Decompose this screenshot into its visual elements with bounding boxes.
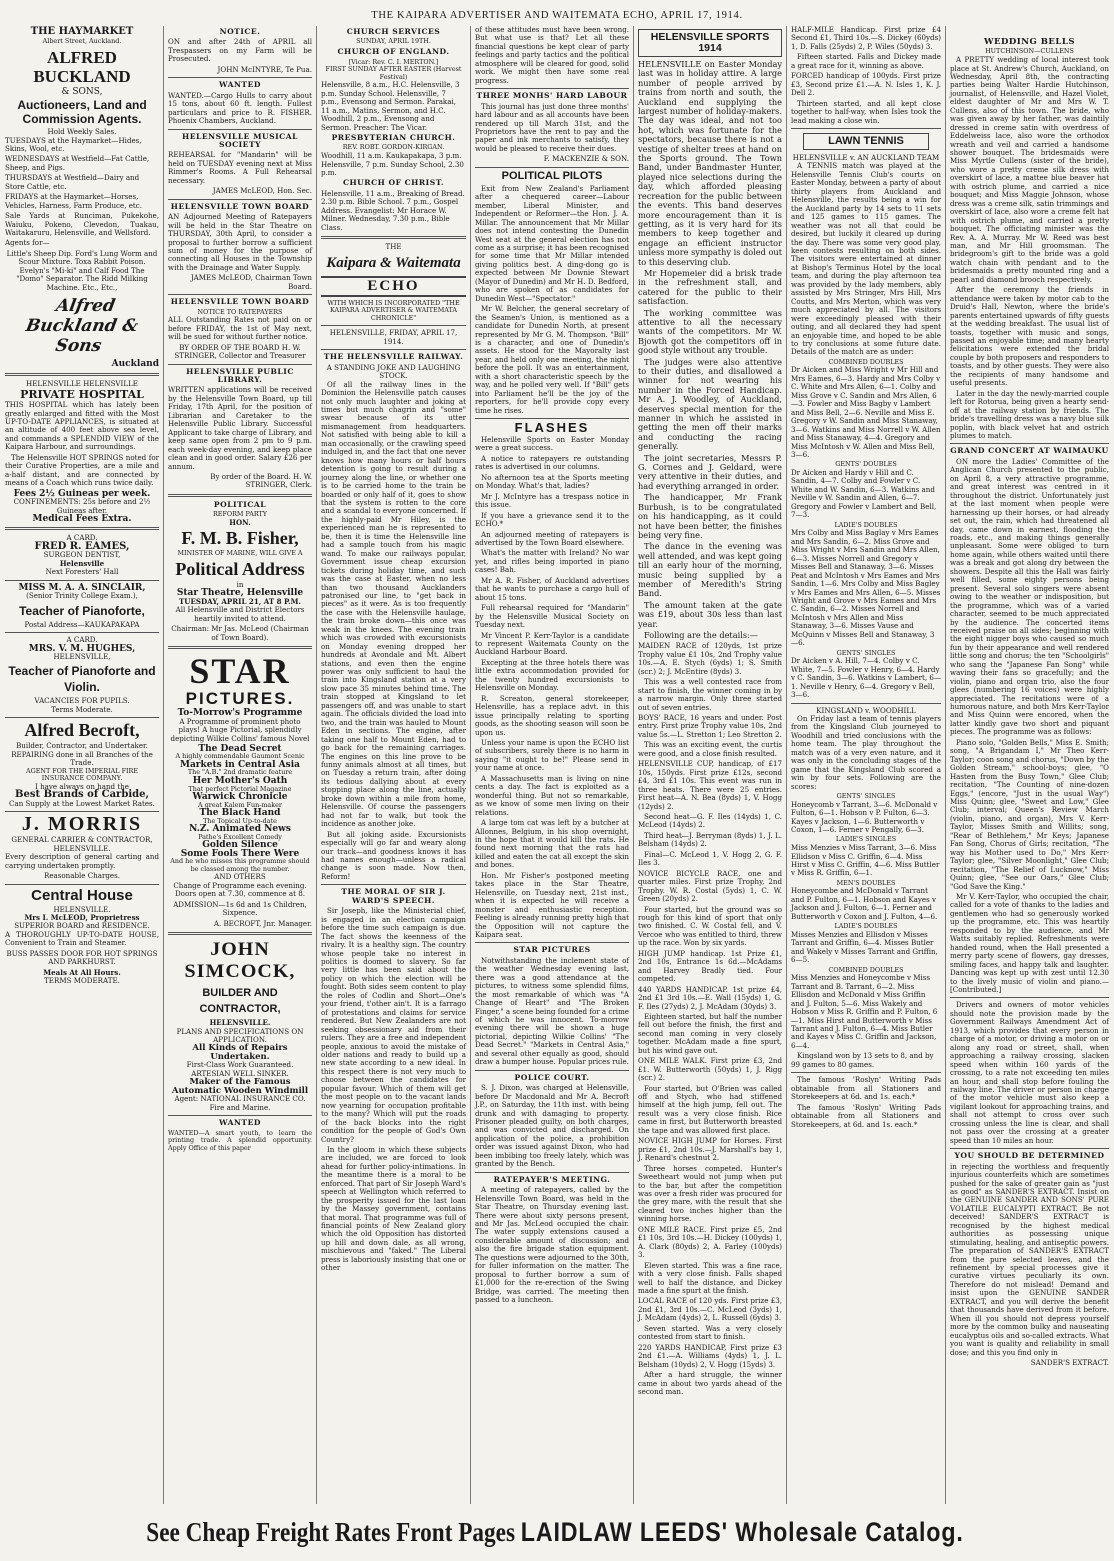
echo-title: Kaipara & Waitemata xyxy=(326,254,461,271)
political-address-in: in xyxy=(236,579,244,589)
divider xyxy=(950,997,1109,998)
flash-item: Mr Vincent P. Kerr-Taylor is a candidate to represent Waitemata County on the Auckland Harbour Board. xyxy=(475,630,629,657)
divider xyxy=(5,632,159,633)
divider xyxy=(5,580,159,581)
sanders-heading: YOU SHOULD BE DETERMINED xyxy=(954,1151,1105,1161)
lawn-tennis-heading: LAWN TENNIS xyxy=(803,133,929,150)
eames-town: Helensville xyxy=(59,558,105,568)
town-board-2-heading: HELENSVILLE TOWN BOARD xyxy=(170,297,310,307)
sports-result: Four started, but the ground was so rough for this kind of sport that only two finished. C. W. Costal fell, and V. Vercoe who was entitled to third, threw up the race. Won by six yards. xyxy=(638,904,782,948)
sanders-signature: SANDER'S EXTRACT. xyxy=(1030,1358,1109,1368)
programme-item: Her Mother's Oath xyxy=(192,776,288,787)
programme-note: The Topical Up-to-date xyxy=(203,816,277,825)
simcock-windmill: Maker of the Famous Automatic Wooden Windmill xyxy=(171,1077,309,1096)
flash-item: A notice to ratepayers re outstanding rates is advertised in our columns. xyxy=(475,453,629,472)
divider xyxy=(475,418,629,419)
programme-heading: To-Morrow's Programme xyxy=(177,708,303,719)
sports-result: ONE MILE RACE. First prize £5, 2nd £1 10s, 3rd 10s.—H. Dickey (100yds) 1, A. Clark (80yds) 2, A. Farley (100yds) 3. xyxy=(638,1224,782,1260)
pictures-heading: PICTURES. xyxy=(185,689,295,709)
divider xyxy=(791,703,941,704)
sports-body: The amount taken at the gate was £19, about 30s less than last year. xyxy=(638,599,782,629)
medical-fees: Medical Fees Extra. xyxy=(32,514,132,524)
sports-heading: HELENSVILLE SPORTS 1914 xyxy=(638,29,782,57)
musical-heading: HELENSVILLE MUSICAL SOCIETY xyxy=(182,131,298,149)
sale-line: THURSDAYS at Westfield—Dairy and Store Cattle, etc. xyxy=(5,173,140,191)
flash-item: What's the matter with Ireland? No war yet, and rifles being imported in piano cases! Bah. xyxy=(475,548,629,575)
town-board-2-body: ALL Outstanding Rates not paid on or before FRIDAY, the 1st of May next, will be sued for without further notice. xyxy=(168,315,312,342)
morris-charges: Reasonable Charges. xyxy=(44,871,120,881)
political-pilots-heading: POLITICAL PILOTS xyxy=(501,169,603,182)
central-house-town: HELENSVILLE. xyxy=(53,904,111,914)
town-board-2-signature: BY ORDER OF THE BOARD H. W. STRINGER, Collector and Treasurer xyxy=(174,342,306,361)
wedding-bells-body: A PRETTY wedding of local interest took place at St. Andrew's Church, Auckland, on Wednesday, April 8th, the contracting parties being Walter Hardie Hutchinson, journalist, of Helensville, and Hazel Violet, eldest daughter of Mr and Mrs W. T. Cullens, also of this town. The bride, who was given away by her father, was daintily dressed in creme satin with overdress of Eddelweiss lace, also wore the orthodox wreath and veil and carried a handsome shower bouquet. The bridesmaids were Miss Myrtle Cullens (sister of the bride), who wore a pretty creme silk dress with overskirt of lace, a mattee blue beaver hat with ostrich plume, and carried a nice bouquet; and Miss Maggie Johnson, whose dress was a creme silk, satin trimmings and overskirt of lace, also wore a creme felt hat with ostrich plume, and carried a pretty bouquet. The officiating minister was the Rev. A. A. Murray. Mr W. Reed was best man, and Mr Hill groomsman. The bridegroom's gift to the bride was a gold watch chain with pendant and to the bridesmaids a pretty mounted ring and a pearl and diamond brooch respectively. xyxy=(950,55,1109,284)
hospital-fees: Fees 2½ Guineas per week. xyxy=(13,488,151,499)
musical-body: REHEARSAL for "Mandarin" will be held on TUESDAY evening next at Miss Rimmer's Rooms. A Full Rehearsal necessary. xyxy=(168,150,312,185)
hughes-title: Teacher of Pianoforte and Violin. xyxy=(8,664,156,695)
wanted-2-body: WANTED—A smart youth, to learn the printing trade. A splendid opportunity. Apply Office of this paper xyxy=(168,1128,312,1152)
political-address-date: TUESDAY, APRIL 21, AT 8 P.M. xyxy=(179,596,301,606)
tennis-results: Misses Menzies and Ellisdon v Misses Tarrant and Griffin, 6—4. Misses Butler and Wakely v Misses Tarrant and Griffin, 6—5. xyxy=(791,929,938,965)
column-rule xyxy=(470,26,471,1504)
divider xyxy=(168,77,312,78)
wedding-bells-subheading: HUTCHINSON—CULLENS xyxy=(985,47,1074,56)
eames-address: Next Foresters' Hall xyxy=(45,567,119,577)
tennis-category-heading: GENTS' SINGLES xyxy=(836,792,896,801)
flash-item: Full rehearsal required for "Mandarin" by the Helensville Musical Society on Tuesday next. xyxy=(475,603,629,630)
divider xyxy=(475,88,629,89)
sports-result: ONE MILE WALK. First prize £3, 2nd £1. W. Butterworth (50yds) 1, J. Rigg (scr.) 2. xyxy=(638,1056,782,1083)
lawn-tennis-body: A TENNIS match was played at the Helensville Tennis Club's courts on Easter Monday, between a party of about thirty players from Auckland and Helensville, the results being a win for the Auckland party by 14 sets to 11 sets and 125 games to 115 games. The weather was not all that could be desired, but luckily it cleared up during the day. There was some very good play, keen contests resulting on both sides. The visitors were entertained at dinner at Bishop's Terminus Hotel by the local team, and during the play afternoon tea was provided by the lady members, ably assisted by Mrs Stringer, Mrs Hill, Mrs Coutts, and Mrs Merton, which was very much appreciated by all. The visitors were exceedingly pleased with their outing, and all declared they had spent an enjoyable time, and hoped to be able to try conclusions at some future date. Details of the match are as under: xyxy=(791,161,941,357)
tennis-category-heading: LADIE'S DOUBLES xyxy=(834,922,898,931)
tennis-results: Dr Aicken v A. Hill, 7—4. Colby v C. White, 7—5. Fowler v Henry, 6—4. Hardy v C. Sandin, 3—6. Watkins v Lambert, 6—1. Neville v Henry, 6—4. Gregory v Bell, 3—6. xyxy=(791,656,941,700)
central-house-board: SUPERIOR BOARD and RESIDENCE. xyxy=(14,921,150,931)
hon-label: HON. xyxy=(229,517,251,527)
programme-item: Some Fools There Were xyxy=(180,848,300,859)
programme-intro: A Programme of prominent photo plays! A huge Pictorial, splendidly depicting Wilkie Collins' famous Novel xyxy=(170,716,310,743)
library-signature: By order of the Board. H. W. STRINGER, Clerk. xyxy=(210,471,312,490)
presbyterian-services: Woodhill, 11 a.m. Kaukapakapa, 3 p.m. Helensville, 7 p.m. Sunday School, 2.30 p.m. xyxy=(321,151,464,177)
becroft-repairing: REPAIRING done in all Branches of the Trade. xyxy=(11,749,153,768)
sports-result: NOVICE BICYCLE RACE, one and quarter miles. First prize Trophy, 2nd Trophy. W. R. Costal (5yds) 1, C. W. Green (20yds) 2. xyxy=(638,868,782,904)
flash-item: A Massachusetts man is living on nine cents a day. The fact is exploited as a wonderful thing. But not so remarkable, as we know of some men living on their relations. xyxy=(475,773,629,817)
simcock-trade: BUILDER AND CONTRACTOR, xyxy=(199,987,281,1016)
tennis-results: Mrs Colby and Miss Baglay v Mrs Eames and Mrs Sandin, 6—2. Miss Grove and Miss Wright v Mrs Sandin and Mrs Allen, 6—3. Misses Norrell and Gregory v Misses Bell and Stanaway, 3—6. Misses Peat and McIntosh v Mrs Eames and Mrs Sandin, 1—6. Mrs Colby and Miss Bagley v Mrs Eames and Mrs Allen, 6—5. Misses Wright and Grove v Mrs Eames and Mrs C. Sandin, 6—2. Misses Norrell and McIntosh v Mrs Allen and Miss Stanaway, 3—6. Misses Vause and McQuinn v Misses Bell and Stanaway, 3—6. xyxy=(791,528,941,648)
town-board-signature: JAMES McLEOD, Chairman Town Board. xyxy=(190,273,312,291)
presbyterian-heading: PRESBYTERIAN CHURCH. xyxy=(331,133,456,142)
flash-item: Hon. Mr Fisher's postponed meeting takes place in the Star Theatre, Helensville, on Tuesday next, 21st inst., when it is expected he will receive a monster and enthusiastic reception. Feeling is already running pretty high that the Opposition will not capture the Kaipara seat. xyxy=(475,870,629,939)
sanders-body: in rejecting the worthless and frequently injurious counterfeits which are sometimes pushed for the sake of greater gain as "just as good" as SANDER'S EXTRACT. Insist on the GENUINE SANDER AND SONS' PURE VOLATILE EUCALYPTI EXTRACT. Be not deceived! SANDER'S EXTRACT is recognised by the highest medical authorities as possessing unique stimulating, healing, and antiseptic powers. The preparation of SANDER'S EXTRACT from the pure selected leaves, and the refinement by special processes give it curative virtues peculiarly its own. Therefore do not mislead! Demand and insist upon the GENUINE SANDER EXTRACT, and you will derive the benefit that thousands have derived from it before. When ill you should not depress yourself more by the common bulky and nauseating eucalyptus oils and so-called extracts. What you want is quality and reliability in small dose; and this you find only in xyxy=(950,1161,1109,1357)
sale-line: FRIDAYS at the Haymarket—Horses, Vehicles, Harness, Farm Produce, etc. xyxy=(5,192,143,210)
morris-name: J. MORRIS xyxy=(21,813,143,836)
sports-result: After a hard struggle, the winner came in about two yards ahead of the second man. xyxy=(638,1370,782,1396)
divider xyxy=(168,932,312,935)
divider xyxy=(5,527,159,530)
divider xyxy=(168,294,312,295)
roslyn-advert: The famous 'Roslyn' Writing Pads obtainable from all Stationers and Storekeepers, at 6d. and 1s. each.* xyxy=(791,1102,941,1129)
card-label: A CARD. xyxy=(66,533,98,543)
divider xyxy=(950,443,1109,444)
sports-result: 220 YARDS HANDICAP, First prize £3 2nd £1.—A. Williams (4yds) 1, J. L. Belsham (10yds) 2, V. Hogg (15yds) 3. xyxy=(638,1342,782,1369)
ratepayers-meeting-body: A meeting of ratepayers, called by the Helensville Town Board, was held in the Star Theatre, on Thursday evening last. There were about sixty persons present, and Mr Jas. McLeod occupied the chair. The water supply extensions caused a considerable amount of discussion; and also the fire brigade station equipment. The questions were adjourned to the 30th, for fuller information on the matter. The proposal to further borrow a sum of £1,000 for the re-erection of the Swing Bridge, was carried. The meeting then passed to a luncheon. xyxy=(475,1185,629,1305)
sports-result: Four started, but O'Brien was called off and Stych, who had stiffened himself at the high jump, fell out. The result was a very close finish. Rice came in first, but Butterworth breasted the tape and was allowed first place. xyxy=(638,1083,782,1135)
divider xyxy=(950,1148,1109,1149)
buckland-logo: Alfred Buckland & Sons xyxy=(24,296,140,357)
hospital-heading: PRIVATE HOSPITAL xyxy=(20,388,144,402)
column-rule xyxy=(316,26,317,1504)
column-rule xyxy=(633,26,634,1504)
haymarket-address: Albert Street, Auckland. xyxy=(42,37,122,45)
simcock-agent: Agent: NATIONAL INSURANCE CO. Fire and Marine. xyxy=(174,1094,306,1112)
divider xyxy=(168,199,312,200)
divider xyxy=(168,494,312,497)
star-pictures-heading: STAR PICTURES xyxy=(513,945,591,955)
sports-body: HELENSVILLE on Easter Monday last was in holiday attire. A large number of people arrived by trains from north and south, the Auckland end supplying the largest number of holiday-makers. The day was ideal, and not too hot, which was fortunate for the spectators, because there is not a vestige of shelter trees at hand on the Sports ground. The Town Band, under Bandmaster Hunter, played nice selections during the day, which afforded pleasing recreation for the public between the events. This band deserves more encouragement than it is getting, as it is very hard for its members to keep together and engage an efficient instructor unless more sympathy is doled out to this deserving club. xyxy=(638,59,782,267)
political-pilots-body: Mr W. Belcher, the general secretary of the Seamen's Union, is mentioned as a candidate for Dunedin North, at present represented by Mr G. M. Thompson. "Bill" is a character, and one of Dunedin's assets. He stood for the Mayoralty last year, and held only one meeting, the night before the poll. It was an entertainment, with a short characteristic speech by the way, and he polled very well. If "Bill" gets into Parliament he'll be the joy of the reporters, for he'll provide copy every time he rises. xyxy=(475,304,629,415)
divider xyxy=(321,884,466,885)
divider xyxy=(321,349,466,350)
sports-result: Thirteen started, and all kept close together to half-way, when Isles took the lead making a close win. xyxy=(791,98,941,125)
eames-title: SURGEON DENTIST, xyxy=(43,550,121,560)
echo-the: THE xyxy=(385,243,402,252)
wanted-body: WANTED.—Cargo Hulls to carry about 15 tons, about 60 ft. length. Fullest particulars and price to R. FISHER. Phoenix Chambers, Auckland. xyxy=(168,90,312,126)
library-body: WRITTEN applications will be received by the Helensville Town Board, up till Friday, 17th April, for the position of Librarian and Caretaker to the Helensville Public Library. Successful Applicant to take charge of Library, and keep same open from 2 pm to 9 p.m. each week-day evening, and keep place clean and in good order. Salary £26 per annum. xyxy=(168,385,312,471)
notice-signature: JOHN McINTYRE, Te Pua. xyxy=(217,64,312,74)
fisher-title: MINISTER OF MARINE, WILL GIVE A xyxy=(177,549,303,558)
church-services-date: SUNDAY, APRIL 19TH. xyxy=(356,37,431,46)
divider xyxy=(168,364,312,365)
tennis-category-heading: GENTS' DOUBLES xyxy=(835,460,897,469)
programme-note: Pathe's Excellent Comedy xyxy=(198,832,282,841)
flash-item: Unless your name is upon the ECHO list of subscribers, surely there is no harm in saying "it ought to be!" Please send in your name at once. xyxy=(475,737,629,773)
railway-heading: THE HELENSVILLE RAILWAY. xyxy=(323,352,464,362)
becroft-line: I have always on hand the xyxy=(35,781,129,791)
kingsland-woodhill-heading: KINGSLAND v. WOODHILL xyxy=(816,705,916,715)
footer-catalog-text: LAIDLAW LEEDS' Wholesale Catalog. xyxy=(520,1517,964,1547)
ratepayers-meeting-heading: RATEPAYER'S MEETING. xyxy=(493,1174,611,1184)
becroft-trade: Builder, Contractor, and Undertaker. xyxy=(16,741,148,751)
programme-note: And he who misses this programme should be classed among the number. xyxy=(170,857,310,873)
political-address-invite: All Helensville and District Electors heartily invited to attend. xyxy=(175,605,305,623)
column-1 xyxy=(2,26,162,1504)
page-masthead: THE KAIPARA ADVERTISER AND WAITEMATA ECHO, APRIL 17, 1914. xyxy=(371,10,743,21)
flash-item: Mr A. R. Fisher, of Auckland advertises that he wants to purchase a cargo hull of about 15 tons. xyxy=(475,575,629,602)
sports-details-label: Following are the details:— xyxy=(644,629,758,640)
church-of-christ-services: Helensville, 11 a.m., Breaking of Bread. 2.30 p.m. Bible School. 7 p.m., Gospel Address. Evangelist: Mr Horace W. Milner. Wednesday, 7.30 p.m., Bible Class. xyxy=(321,188,465,232)
political-address-venue: Star Theatre, Helensville xyxy=(176,588,304,599)
political-address-chairman: Chairman: Mr Jas. McLeod (Chairman of Town Board). xyxy=(171,624,309,642)
tennis-category-heading: LADIE'S SINGLES xyxy=(835,835,897,844)
kingsland-result: Kingsland won by 13 sets to 8, and by 99 games to 80 games. xyxy=(791,1051,934,1069)
central-house-proprietress: Mrs I. McLEOD, Proprietress xyxy=(24,912,140,922)
programme-item: Markets in Central Asia xyxy=(180,760,300,771)
divider xyxy=(168,129,312,130)
morris-trade: GENERAL CARRIER & CONTRACTOR, HELENSVILLE. xyxy=(11,835,153,853)
programme-item: Golden Silence xyxy=(202,840,278,851)
divider xyxy=(791,128,941,129)
eames-name: FRED R. EAMES, xyxy=(34,540,130,552)
tennis-category-heading: LADIE'S DOUBLES xyxy=(834,520,898,529)
sale-line: WEDNESDAYS at Westfield—Fat Cattle, Sheep, and Pigs. xyxy=(5,154,150,172)
tennis-category-heading: MEN'S DOUBLES xyxy=(836,878,896,887)
wedding-bells-body: After the ceremony the friends in attendance were taken by motor cab to the Druid's Hall, Newton, where the bride's parents entertained upwards of fifty guests at the wedding breakfast. The usual list of toasts, together with music and songs, passed an enjoyable time; and many hearty felicitations were extended the bridal couple by both proposers and responders to toasts, and by other guests. They were also the recipients of many handsome and useful presents. xyxy=(950,285,1109,388)
haymarket-heading: THE HAYMARKET xyxy=(30,26,134,37)
tennis-results: Miss Menzies and Honeycombe v Miss Tarrant and B. Tarrant, 6—2. Miss Ellisdon and McDonald v Miss Griffin and J. Fulton, 5—6. Miss Wakely and Hobson v Miss R. Griffin and P. Fulton, 6—1. Miss Hirst and Butterworth v Miss Tarrant and J. Fulton, 6—4. Miss Butler and Kayes v Miss C. Griffin and Jackson, 6—4. xyxy=(791,973,938,1050)
divider xyxy=(5,373,159,376)
sale-line: TUESDAYS at the Haymarket—Hides, Skins, Wool, etc. xyxy=(5,135,142,153)
sports-result: Final—C. McLeod 1, V. Hogg 2, G. F. Iles 3. xyxy=(638,849,782,868)
divider xyxy=(321,236,466,239)
wanted-heading: WANTED xyxy=(219,80,261,90)
flash-item: R. Screaton, general storekeeper, Helensville, has a replace advt. in this issue principally relating to sporting goods, as the shooting season will soon be upon us. xyxy=(475,693,629,737)
hospital-body: The Helensville HOT SPRINGS noted for their Curative Properties, are a mile and a-half distant, and are connected by means of a Coach which runs twice daily. xyxy=(5,452,159,488)
firm-name: ALFRED BUCKLAND xyxy=(33,47,131,86)
sinclair-exam: (Senior Trinity College Exam.), xyxy=(26,591,138,601)
concert-body: Mr V. Kerr-Taylor, who occupied the chair, called for a vote of thanks to the ladies and gentlemen who had so generously worked up the programme, etc. This was heartily responded to by the audience, and Mr Watts suitably replied. Refreshments were handed round, when the Hall presented a merry party scene of flowers, gay dresses, smiling faces, and happy talk and laughter. Dancing was kept up with zest until 12.30 to the lively music of violin and piano.—[Contributed.] xyxy=(950,892,1109,994)
sports-result: 440 YARDS HANDICAP. 1st prize £4, 2nd £1 3rd 10s.—E. Wall (15yds) 1, G. F. Iles (27yds) 2, J. McAdam (30yds) 3. xyxy=(638,984,782,1011)
tennis-results: Dr Aicken and Miss Wright v Mr Hill and Mrs Eames, 6—3. Hardy and Mrs Colby v C. White and Mrs Allen, 6—1. Colby and Miss Grove v C. Sandin and Mrs Allen, 6—3. Fowler and Miss Bagby v Lambert and Miss Bell, 2—6. Neville and Miss E. Gregory v W. Sandin and Miss Stanaway, 3—6. Watkins and Miss Norrell v W. Allen and Miss Stanaway, 4—4. Gregory and Miss McIntosh v W. Allen and Miss Bell, 3—6. xyxy=(791,365,941,459)
wedding-bells-heading: WEDDING BELLS xyxy=(984,37,1075,47)
sports-result: HALF-MILE Handicap. First prize £4 Second £1, Third 10s.—S. Dickey (60yds) 1, D. Falls (25yds) 2, P. Wiles (50yds) 3. xyxy=(791,26,941,51)
column-3 xyxy=(318,26,469,1504)
hospital-confinements: CONFINEMENTS: 25s before and 2½ Guineas after. xyxy=(13,497,151,515)
central-house-name: Central House xyxy=(31,886,133,904)
sports-body: Mr Hopemeier did a brisk trade in the refreshment stall, and catered for the public to their satisfaction. xyxy=(638,267,782,307)
sports-body: The working committee was attentive to all the necessary wants of the competitors. Mr W. Bjowth got the competitors off in good style without any trouble. xyxy=(638,307,782,356)
tennis-results: Dr Aicken and Hardy v Hill and C. Sandin, 4—7. Colby and Fowler v C. White and W. Sandin, 6—3. Watkins and Neville v W. Sandin and Allen, 6—7. Gregory and Fowler v Lambert and Bell, 7—3. xyxy=(791,468,937,520)
programme-doors: Change of Programme each evening. Doors open at 7.30, commence at 8. xyxy=(173,880,307,899)
programme-others: AND OTHERS xyxy=(214,872,266,882)
sale-yards: Sale Yards at Runciman, Pukekohe, Waiuku, Pokeno, Clevedon, Tuakau, Waitakaruru, Helensville, and Wellsford. xyxy=(5,211,159,238)
programme-admission: ADMISSION—1s 6d and 1s Children, Sixpence. xyxy=(173,899,307,918)
divider xyxy=(791,1072,941,1073)
church-vicar: [Vicar: Rev. C. I. MERTON.] xyxy=(348,57,439,66)
firm-trade: Auctioneers, Land and Commission Agents. xyxy=(17,98,147,127)
railway-body: But all joking aside. Excursionists especially will go far and weary along our track—and goodness knows it has had names enough—unless a radical change is soon made. Now then, Reform! xyxy=(321,829,466,881)
central-house-body: A THOROUGHLY UP-TO-DATE HOUSE, Convenient to Train and Steamer. xyxy=(5,929,159,948)
footer-banner xyxy=(121,1513,990,1551)
church-of-england-heading: CHURCH OF ENGLAND. xyxy=(337,47,450,57)
sports-result: HELENSVILLE CUP, handicap, of £17 10s, 150yds. First prize £12s, second £4, 3rd £1 10s. This event was run in three heats. There were 25 entries. First heat—A. N. Bea (8yds) 1, V. Hogg (12yds) 2. xyxy=(638,759,782,811)
sports-result: Eleven started. This was a fine race, with a very close finish. Falls shaped well to half the distance, and Dickey made a fine spurt at the finish. xyxy=(638,1260,782,1295)
tennis-results: Honeycombe and McDonald v Tarrant and P. Fulton, 6—1. Hobson and Kayes v Jackson and J. Fulton, 6—1. Ferner and Butterworth v Coxon and J. Fulton, 4—6. xyxy=(791,886,938,921)
sports-body: The joint secretaries, Messrs P. G. Cornes and J. Geldard, were very attentive in their duties, and had everything arranged in order. xyxy=(638,452,782,491)
programme-item: Warwick Chronicle xyxy=(192,792,288,803)
sports-body: The judges were also attentive to their duties, and disallowed a winner for not wearing his number in the Forced Handicap. Mr A. J. Woodley, of Auckland, deserves special mention for the manner in which he assisted in getting the men off their marks and conducting the racing generally. xyxy=(638,356,782,452)
column-rule xyxy=(786,26,787,1504)
column-4 xyxy=(472,26,632,1504)
kingsland-woodhill-body: On Friday last a team of tennis players from the Kingsland Club journeyed to Woodhill and tried conclusions with the home team. The play throughout the match was of a very even nature, and it was only in the concluding stages of the game that the Kingsland Club scored a win by four sets. Following are the scores: xyxy=(791,714,941,791)
flash-item: If you have a grievance send it to the ECHO.* xyxy=(475,510,629,529)
column-6 xyxy=(788,26,944,1504)
hughes-town: HELENSVILLE, xyxy=(53,651,111,661)
flash-item: No afternoon tea at the Sports meeting on Monday. What's that, ladies? xyxy=(475,472,629,491)
programme-note: A great Kalem Fun-maker xyxy=(198,800,282,809)
moral-heading: THE MORAL OF SIR J. WARD'S SPEECH. xyxy=(341,887,446,905)
divider xyxy=(168,1115,312,1116)
becroft-name: Alfred Becroft, xyxy=(24,720,140,741)
firm-name-suffix: & SONS, xyxy=(61,86,103,97)
town-board-2-subheading: NOTICE TO RATEPAYERS xyxy=(197,307,283,316)
political-address-title: Political Address xyxy=(175,558,305,579)
motor-drivers-notice: Drivers and owners of motor vehicles should note the provision made by the Government Railways Amendment Act of 1913, which provides that every person in charge of a motor, or driving a motor on or along any road or street, shall, when approaching a railway crossing, slacken speed when within 160 yards of the crossing, to a rate not exceeding ten miles an hour, and shall stop before fouling the railway line. The driver or person in charge of the motor vehicle must also keep a vigilant lookout for approaching trains, and shall not attempt to cross over such crossing unless the line is clear, and shall not pass over the crossing at a greater speed than 10 miles an hour. xyxy=(950,1000,1109,1145)
moral-body: In the gloom in which these subjects are included, we are forced to look ahead for further policy-intimations. In the meantime there is a moral to be enforced. That part of Sir Joseph Ward's speech at Wellington which referred to the prosperity issued for the last loan by the Massey government, contains that moral. That programme was full of financial points of New Zealand glory which the old Opposition has distorted up hill and down dale, as all wrong, mischievous and "faked." The Liberal press is laboriously insisting that one or other xyxy=(321,1144,466,1273)
central-house-meals: Meals At All Hours. xyxy=(43,967,121,977)
concert-body: ON more the Ladies' Committee of the Anglican Church presented to the public, on April 8, a very attractive programme, and great interest was centred in it throughout the district. Unfortunately just at the last moment when people were harnessing up their horses, or had already set out, the rain, which had threatened all day, came down in earnest, flooding the roads, etc., and making things generally unpleasant. Some were obliged to turn home again, while others waited until there was a break and got along dry between the showers. Despite all this the Hall was fairly well filled, some eighty persons being present. Several solo singers were absent owing to the weather or indisposition, but the programme, which was of a varied character, seemed to be much appreciated by the audience. The concerted items received praise on all sides; beginning with the eight nigger boys who caused so much fun by their appearance and well rendered little song and chorus; the ten "Schoolgirls" who sang the "Japanese Fan Song" while waving their fans so gracefully; and the violin, piano and organ trio, also the four glees (numbering 16 voices) were highly appreciated. The recitations were of a humorous nature, and both Mrs Kerr-Taylor and Miss Quinn were encored, when the latter kindly gave two short and piquant pieces. The programme was as follows: xyxy=(950,456,1109,737)
flash-item: A large tom cat was left by a butcher at Allonnes, Belgium, in his shop overnight, in the hope that it would kill the rats. He found next morning that the rats had killed and eaten the cat all except the skin and bones. xyxy=(475,818,629,870)
sports-result: Three horses competed. Hunter's Sweetheart would not jump when put to the bar, but after the competition was over a fresh rider was procured for the grey mare, with the result that she cleared two inches higher than the winning horse. xyxy=(638,1163,782,1224)
column-5 xyxy=(635,26,785,1504)
sports-result: Second heat—G. F. Iles (14yds) 1, C. McLeod (14yds) 2. xyxy=(638,811,782,830)
star-heading: STAR xyxy=(189,651,291,692)
footer-freight-text: See Cheap Freight Rates Front Pages xyxy=(146,1517,515,1547)
divider xyxy=(475,1172,629,1173)
programme-note: A highly commendable Gaumont Scenic xyxy=(175,752,305,761)
sports-result: This was a well contested race from start to finish, the winner coming in by a narrow margin. Only three started out of seven entries. xyxy=(638,677,782,712)
simcock-town: HELENSVILLE. xyxy=(209,1018,271,1028)
sports-result: Fifteen started. Falls and Dickey made a great race for it, winning as above. xyxy=(791,52,941,70)
police-court-body: S. J. Dixon, was charged at Helensville, before Dr Macdonald and Mr A. Becroft J.P., on Saturday, the 11th inst. with being drunk and with damaging to property. Prisoner pleaded guilty, on both charges, and was convicted and discharged. On application of the police, a prohibition order was issued against Dixon, who had been imbibing too freely lately, which was granted by the Bench. xyxy=(475,1083,629,1169)
article-continuation: of these attitudes must have been wrong. But what use is that? Let all these financial questions be kept clear of party feelings and party tactics and the political atmosphere will be cleared for good, solid work. We might then have some real progress. xyxy=(475,26,629,85)
church-of-christ-heading: CHURCH OF CHRIST. xyxy=(342,178,445,188)
card-label: A CARD. xyxy=(66,635,98,645)
sports-result: This was an exciting event, the curtis were good, and a close finish resulted. xyxy=(638,740,782,758)
simcock-plans: PLANS AND SPECIFICATIONS ON APPLICATION. xyxy=(176,1026,304,1044)
political-pilots-body: Exit from New Zealand's Parliament after a chequered career—Labour member, Liberal Minister, and Independent or Reformer—the Hon. J. A. Millar. The announcement that Mr Millar does not intend contesting the Dunedin West seat at the general election has not come as a surprise; it has been recognised for some time that Mr Millar intended giving politics best. A ding-dong go is expected between Mr Downie Stewart (Mayor of Dunedin) and Mr H. D. Bedford, who are spoken of as candidates for Dunedin West—"Spectator." xyxy=(475,183,629,303)
roslyn-advert: The famous 'Roslyn' Writing Pads obtainable from all Stationers and Storekeepers at 6d. and 1s. each.* xyxy=(791,1075,941,1102)
hughes-name: MRS. V. M. HUGHES, xyxy=(28,643,136,654)
sports-body: The handicapper, Mr Frank Burbush, is to be congratulated on his handicapping, as it could not have been better, the finishes being very fine. xyxy=(638,492,782,540)
column-2 xyxy=(165,26,315,1504)
column-7 xyxy=(947,26,1112,1504)
sports-result: HIGH JUMP handicap. 1st Prize £1, 2nd 10s, Entrance 1s 6d.—McAdams and Harvey Bradly tied. Four competed. xyxy=(638,948,782,984)
column-rule xyxy=(163,26,164,1504)
becroft-agency: AGENT FOR THE IMPERIAL FIRE INSURANCE COMPANY. xyxy=(25,766,138,783)
tennis-category-heading: COMBINED DOUBLES xyxy=(828,965,904,974)
concert-heading: GRAND CONCERT AT WAIMAUKU xyxy=(950,446,1109,456)
church-sunday-note: FIRST SUNDAY AFTER EASTER (Harvest Festival) xyxy=(325,65,462,81)
becroft-carbide: Best Brands of Carbide, xyxy=(15,789,149,801)
programme-item: The Black Hand xyxy=(199,808,281,819)
weekly-sales: Hold Weekly Sales. xyxy=(47,127,117,137)
sports-result: Third heat—J. Berryman (8yds) 1, J. L. Belsham (14yds) 2. xyxy=(638,830,782,849)
tennis-category-heading: GENTS' SINGLES xyxy=(836,648,896,657)
hard-labour-body: This journal has just done three months' hard labour and as all accounts have been rendered up till March 31st, and the Proprietors have the rent to pay and the paper and ink merchants to satisfy, they would be pleased to receive their dues. xyxy=(475,101,629,153)
simcock-repairs: All Kinds of Repairs Undertaken. xyxy=(192,1043,288,1062)
becroft-line: Can Supply at the Lowest Market Rates. xyxy=(9,798,155,808)
railway-body: Of all the railway lines in the Dominion the Helensville patch causes not only much laughter and joking at times but much chagrin and "some" swear because of its utter mismanagement from headquarters. Not satisfied with being able to kill a man occasionally, or the crawling speed indulged in, and the fact that one never knows how many hours or half hours detention is going to result during a journey along the line, or whether one is to be carried home to the train be boarded or only half of it, goes to show that the system is rotten to the core and a scandal to everyone concerned. If the highly-paid Mr Hiley, is the experienced man he is represented to be, then it is time the Helensville line had a sample touch from his magic wand. To make our railways popular, Government issue cheap excursion tickets during holiday time, and such was the case at Easter, when no less than two thousand Aucklanders patronised our line, to "get back in pieces" as it were. As is too frequently the case with the Helensville haulage, the train broke down—this once was weak in the knees. The evening train which was crowded with excursionists on Monday evening dropped her hundreds at Avondale and Mt. Albert stations, and even then the engine power was only sufficient to haul the train into Kingsland station at a very slow pace 35 minutes behind time. The train stopped at Kingsland to let passengers off, and was unable to start again. The officials divided the load into two, and the train was hauled to Mount Eden in sections. The engine, after taking one half to Mount Eden, had to go back for the remaining carriages. The engines on this line prove to be funny animals almost at all times, but on Tuesday a return train, after doing its tedious dallying about at every stopping place along the line, actually broke down within a mile from home, Helensville. Of course the passengers had not far to walk, but took the incidence as another joke. xyxy=(321,379,466,829)
flash-item: Excepting at the three hotels there was little extra accommodation provided for the twenty hundred excursionists to Helensville on Monday. xyxy=(475,657,629,693)
musical-signature: JAMES McLEOD, Hon. Sec. xyxy=(212,186,312,196)
logo-subtitle: Auckland xyxy=(111,359,159,370)
star-pictures-body: Notwithstanding the inclement state of the weather Wednesday evening last, there was a good attendance at the pictures, to witness some splendid films, the most remarkable of which was "A Change of Heart" and "The Broken Finger," a scene being founded for a crime of which he was innocent. To-morrow evening there will be shown a huge pictorial, depicting Wilkie Collins' "The Dead Secret." "Markets in Central Asia," and several other equally as good, should draw a bumper house. Popular prices rule. xyxy=(475,955,629,1067)
concert-body: Piano solo, "Golden Bells," Miss E. Smith; song, "A Brigandam I," Mr Theo Kerr-Taylor; coon song and chorus, "Down by the Golden Stream," school-boys; glee, "O Hasten from the Busy Town," Glee Club; recitation, "The Counting of nine-dozen Eggs," (encore, "Just in the usual Way") Miss Quinn; glee, "Sweet and Low," Glee Club; interval; Queen's Review March (violin, piano, and organ), Mrs V. Kerr-Taylor, Misses Smith and Willits; song, "Rear of Bethlehem," Mr Keys; Japanese Fan Song, Chorus of Girls; recitation, "The way his Mother used to Do," Mrs Kerr-Taylor; glee, "Silver Moonlight," Glee Club; recitation, "The Relief of Lucknow," Miss Quinn; glee, "See our Oars," Glee Club; "God Save the King." xyxy=(950,737,1109,891)
flash-item: Mr J. McIntyre has a trespass notice in this issue. xyxy=(475,491,629,510)
programme-manager: A. BECROFT, Jnr. Manager. xyxy=(213,918,312,928)
hughes-terms: Terms Moderate. xyxy=(51,704,113,714)
sinclair-address: Postal Address—KAUKAPAKAPA xyxy=(24,619,140,629)
railway-subheading: A STANDING JOKE AND LAUGHING STOCK. xyxy=(326,362,461,381)
divider xyxy=(475,1070,629,1071)
hughes-vacancies: VACANCIES FOR PUPILS. xyxy=(34,696,130,706)
sinclair-title: Teacher of Pianoforte, xyxy=(19,603,145,618)
agent-list: Little's Sheep Dip. Ford's Lung Worm and Scour Mixture. Toxa Rabbit Poison. Evelyn's "Mi-ki" and Calf Food The "Domo" Separator. The Ridd Milking Machine. Etc., Etc., xyxy=(6,248,158,292)
hard-labour-signature: F. MACKENZIE & SON. xyxy=(543,154,629,164)
dateline: HELENSVILLE, FRIDAY, APRIL 17, 1914. xyxy=(329,328,458,346)
town-board-body: AN Adjourned Meeting of Ratepayers will be held in the Star Theatre on THURSDAY, 30th April, to consider a proposal to further borrow a sufficient sum of money for the purpose of connecting all Houses in the Township with the Drainage and Water Supply. xyxy=(168,212,312,272)
lawn-tennis-subheading: HELENSVILLE v. AN AUCKLAND TEAM xyxy=(792,152,940,162)
divider xyxy=(321,325,466,326)
programme-note: The "A.B." 2nd dramatic feature xyxy=(187,768,293,777)
notice-heading: NOTICE. xyxy=(219,27,261,36)
sports-result: Eighteen started, but half the number fell out before the finish, the first and second man coming in very closely together. McAdam made a fine spurt, but his wind gave out. xyxy=(638,1011,782,1055)
simcock-name: JOHN SIMCOCK, xyxy=(184,939,296,983)
divider xyxy=(475,167,629,168)
flashes-heading: FLASHES xyxy=(514,420,590,436)
wanted-2-heading: WANTED xyxy=(219,1118,261,1128)
tennis-category-heading: COMBINED DOUBLES xyxy=(828,357,904,366)
tennis-results: Honeycomb v Tarrant, 3—6. McDonald v Fulton, 6—1. Hobson v P. Fulton, 6—3. Kayes v Jackson, 1—6. Butterworth v Coxon, 1—6. Ferner v Pengally, 6—3. xyxy=(791,799,938,835)
sinclair-name: MISS M. A. A. SINCLAIR, xyxy=(18,582,146,593)
divider xyxy=(168,646,312,649)
police-court-heading: POLICE COURT. xyxy=(514,1072,590,1082)
sports-result: Seven started. Was a very closely contested from start to finish. xyxy=(638,1323,782,1342)
divider xyxy=(5,717,159,718)
programme-item: N.Z. Animated News xyxy=(189,824,291,835)
sports-result: NOVICE HIGH JUMP for Horses. First prize £1, 2nd 10s.—J. Marshall's bay 1, J. Renard's chestnut 2. xyxy=(638,1136,782,1163)
sports-result: LOCAL RACE of 120 yds. First prize £3, 2nd £1, 3rd 10s.—C. McLeod (3yds) 1, J. McAdam (4yds) 2, L. Russell (6yds) 3. xyxy=(638,1296,783,1323)
echo-nameplate: ECHO xyxy=(321,276,466,297)
central-house-bus: BUSS PASSES DOOR FOR HOT SPRINGS AND PARKHURST. xyxy=(6,948,158,967)
flash-item: Helensville Sports on Easter Monday were a great success. xyxy=(475,435,629,453)
wedding-bells-body: Later in the day the newly-married couple left for Rotorua, being given a hearty send-off at the railway station by friends. The bride's travelling dress was a navy blue silk poplin, with black velvet hat and ostrich plumes to match. xyxy=(950,388,1109,440)
sports-body: The dance in the evening was well attended, and was kept going till an early hour of the morning, music being supplied by a member of Meredith's String Band. xyxy=(638,541,782,599)
morris-body: Every description of general carting and carrying undertaken promptly. xyxy=(5,852,159,870)
divider xyxy=(475,942,629,943)
church-services-heading: CHURCH SERVICES xyxy=(346,27,441,36)
tennis-results: Miss Menzies v Miss Tarrant, 3—6. Miss Ellidson v Miss C. Griffin, 6—4. Miss Hirst v Miss C. Griffin, 4—6. Miss Buttler v Miss R. Griffin, 6—1. xyxy=(791,843,940,878)
echo-incorporated: WITH WHICH IS INCORPORATED "THE KAIPARA ADVERTISER & WAITEMATA CHRONICLE" xyxy=(327,298,460,322)
sports-result: MAIDEN RACE of 120yds, 1st prize Trophy value £1 10s, 2nd Trophy value 10s.—A. E. Stych (6yds) 1; S. Smith (scr.) 2; J. McEntire (8yds) 3. xyxy=(638,641,782,676)
presbyterian-minister: REV. ROBT. GORDON-KIRGAN. xyxy=(342,143,445,152)
column-rule xyxy=(945,26,946,1504)
flash-item: An adjourned meeting of ratepayers is advertised by the Town Board elsewhere. xyxy=(475,529,629,548)
programme-item: The Dead Secret xyxy=(198,743,282,754)
hard-labour-heading: THREE MONHS' HARD LABOUR xyxy=(476,91,628,101)
town-board-heading: HELENSVILLE TOWN BOARD xyxy=(170,201,310,211)
agents-label: Agents for— xyxy=(5,238,50,248)
hospital-body: THIS HOSPITAL which has lately been greatly enlarged and fitted with the Most UP-TO-DATE APPLIANCES, is situated at an altitude of 400 feet above sea level, and commands a SPLENDID VIEW of the Kaipara Harbour, and surroundings. xyxy=(5,400,159,452)
simcock-guarantee: First-Class Work Guaranteed. ARTESIAN WELL SINKER. xyxy=(186,1060,294,1078)
sports-result: BOYS' RACE, 16 years and under. Post entry. First prize Trophy value 10s, 2nd value 5s.—L. Stretton 1; Leo Stretton 2. xyxy=(638,713,782,739)
moral-body: Sir Joseph, like the Ministerial chief, is engaged in an election campaign before the time such campaign is due. The fact shows the keenness of the rivalry. It is a healthy sign. The country whose people take no interest in politics is doomed to slavery. So far very little has been said about the policy on which the election will be fought. Both sides seem content to play the roles of Codlin and Short—One's your friend, t'other ain't. It is a farrago of protestations and claims for service rendered. But New Zealanders are not seeking obsessionary aid from their rulers. They are a free and independent people, anxious to avoid the mistake of older nations and ready to build up a new state according to a new ideal. In this respect there is not very much to choose between the candidates for popular favour. Which of them will get the most people on to the vacant lands now yearning for occupation profitable to the many? Which will put the roads of the back blocks into the right condition for the people of God's Own Country? xyxy=(321,906,466,1144)
fisher-name: F. M. B. Fisher, xyxy=(181,528,299,549)
divider xyxy=(5,811,159,812)
library-heading: HELENSVILLE PUBLIC LIBRARY. xyxy=(186,366,294,384)
reform-party: REFORM PARTY xyxy=(212,510,268,519)
central-house-terms: TERMS MODERATE. xyxy=(44,976,120,986)
divider xyxy=(5,884,159,885)
political-heading: POLITICAL xyxy=(213,499,267,509)
notice-body: ON and after 24th of APRIL all Trespassers on my Farm will be Prosecuted. xyxy=(168,37,312,64)
hospital-town: HELENSVILLE HELENSVILLE xyxy=(26,378,138,388)
sports-result: FORCED handicap of 100yds. First prize £3, Second prize £1.—A. N. Isles 1, K. J. Dell 2. xyxy=(791,71,941,98)
church-of-england-services: Helensville, 8 a.m., H.C. Helensville, 3 p.m. Sunday School. Helensville, 7 p.m., Evensong and Sermon. Parakai, 11 a.m., Matins, Sermon, and H.C. Woodhill, 2 p.m., Evensong and Sermon. Preacher: The Vicar. xyxy=(321,80,460,132)
programme-note: That perfect Pictorial Magazine xyxy=(188,784,292,793)
